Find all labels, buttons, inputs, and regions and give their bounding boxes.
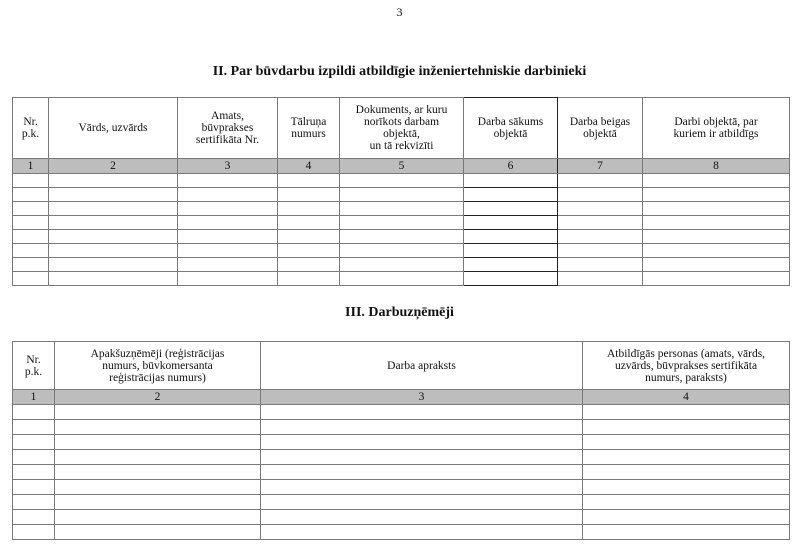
column-number: 3	[261, 390, 583, 405]
column-number: 5	[340, 159, 464, 174]
table-cell[interactable]	[49, 216, 178, 230]
table-cell[interactable]	[55, 405, 261, 420]
table-cell[interactable]	[278, 272, 340, 286]
table-row	[13, 435, 790, 450]
column-number: 2	[55, 390, 261, 405]
table-cell[interactable]	[49, 272, 178, 286]
table-cell[interactable]	[261, 405, 583, 420]
table-cell[interactable]	[55, 495, 261, 510]
table-row	[13, 510, 790, 525]
column-number: 6	[464, 159, 558, 174]
table-cell[interactable]	[261, 480, 583, 495]
section-title-2: II. Par būvdarbu izpildi atbildīgie inženiertehniskie darbinieki	[212, 64, 587, 79]
header-work-end: Darba beigas objektā	[558, 98, 643, 159]
column-number: 8	[643, 159, 790, 174]
table-cell[interactable]	[558, 244, 643, 258]
table-cell[interactable]	[583, 510, 790, 525]
table-cell[interactable]	[55, 465, 261, 480]
table-cell[interactable]	[261, 420, 583, 435]
table-cell[interactable]	[583, 465, 790, 480]
table-cell[interactable]	[55, 525, 261, 540]
table-cell[interactable]	[261, 510, 583, 525]
header-work-description: Darba apraksts	[261, 342, 583, 390]
header-responsible-persons: Atbildīgās personas (amats, vārds, uzvārds, būvprakses sertifikāta numurs, paraksts)	[583, 342, 790, 390]
table-row	[13, 495, 790, 510]
table-cell[interactable]	[558, 202, 643, 216]
table-cell[interactable]	[278, 174, 340, 188]
table-cell[interactable]	[558, 230, 643, 244]
table-cell[interactable]	[583, 450, 790, 465]
table-cell[interactable]	[261, 450, 583, 465]
table-cell[interactable]	[178, 244, 278, 258]
header-name: Vārds, uzvārds	[49, 98, 178, 159]
header-document: Dokuments, ar kuru norīkots darbam objektā, un tā rekvizīti	[340, 98, 464, 159]
table-cell[interactable]	[583, 480, 790, 495]
table-cell[interactable]	[13, 465, 55, 480]
table-row	[13, 480, 790, 495]
table-cell[interactable]	[55, 510, 261, 525]
column-number: 3	[178, 159, 278, 174]
column-number-row	[13, 159, 790, 174]
table-cell[interactable]	[55, 420, 261, 435]
column-number: 4	[278, 159, 340, 174]
table-cell[interactable]	[558, 272, 643, 286]
table-cell[interactable]	[13, 174, 49, 188]
table-cell[interactable]	[49, 230, 178, 244]
table-row	[13, 405, 790, 420]
table-cell[interactable]	[464, 174, 558, 188]
table-row	[13, 216, 790, 230]
header-nr: Nr. p.k.	[13, 342, 55, 390]
table-cell[interactable]	[13, 495, 55, 510]
table-cell[interactable]	[340, 188, 464, 202]
table-cell[interactable]	[340, 216, 464, 230]
header-nr: Nr. p.k.	[13, 98, 49, 159]
table-row	[13, 420, 790, 435]
table-row	[13, 272, 790, 286]
header-work-start: Darba sākums objektā	[464, 98, 558, 159]
table-cell[interactable]	[13, 450, 55, 465]
table-cell[interactable]	[13, 480, 55, 495]
table-cell[interactable]	[13, 420, 55, 435]
table-cell[interactable]	[643, 230, 790, 244]
table-row	[13, 465, 790, 480]
table-cell[interactable]	[261, 525, 583, 540]
table-cell[interactable]	[13, 188, 49, 202]
table-cell[interactable]	[583, 525, 790, 540]
table-cell[interactable]	[178, 202, 278, 216]
header-phone: Tālruņa numurs	[278, 98, 340, 159]
table-cell[interactable]	[13, 258, 49, 272]
column-number: 2	[49, 159, 178, 174]
table-cell[interactable]	[49, 188, 178, 202]
table-cell[interactable]	[278, 258, 340, 272]
table-cell[interactable]	[178, 230, 278, 244]
table-cell[interactable]	[55, 450, 261, 465]
table-cell[interactable]	[13, 202, 49, 216]
table-cell[interactable]	[340, 202, 464, 216]
column-number: 1	[13, 159, 49, 174]
table-cell[interactable]	[558, 216, 643, 230]
table-row	[13, 202, 790, 216]
table-row	[13, 450, 790, 465]
table-cell[interactable]	[13, 244, 49, 258]
table-cell[interactable]	[464, 202, 558, 216]
table-cell[interactable]	[49, 174, 178, 188]
table-cell[interactable]	[278, 244, 340, 258]
table-cell[interactable]	[464, 230, 558, 244]
table-cell[interactable]	[178, 272, 278, 286]
table-cell[interactable]	[278, 230, 340, 244]
table-cell[interactable]	[583, 435, 790, 450]
column-number-row	[13, 390, 790, 405]
table-cell[interactable]	[340, 258, 464, 272]
section-title-3: III. Darbuzņēmēji	[345, 305, 454, 320]
table-row	[13, 258, 790, 272]
table-cell[interactable]	[261, 495, 583, 510]
table-cell[interactable]	[55, 435, 261, 450]
table-cell[interactable]	[13, 510, 55, 525]
table-cell[interactable]	[464, 272, 558, 286]
table-cell[interactable]	[583, 405, 790, 420]
table-cell[interactable]	[340, 174, 464, 188]
table-cell[interactable]	[178, 188, 278, 202]
table-cell[interactable]	[464, 258, 558, 272]
contractors-table	[12, 341, 790, 540]
table-cell[interactable]	[583, 495, 790, 510]
column-number: 1	[13, 390, 55, 405]
table-cell[interactable]	[643, 188, 790, 202]
table-row	[13, 525, 790, 540]
table-cell[interactable]	[49, 244, 178, 258]
table-cell[interactable]	[13, 272, 49, 286]
table-row	[13, 244, 790, 258]
table-cell[interactable]	[643, 272, 790, 286]
table-cell[interactable]	[178, 174, 278, 188]
responsible-engineers-table	[12, 97, 790, 286]
table-cell[interactable]	[261, 435, 583, 450]
table-cell[interactable]	[278, 188, 340, 202]
table-cell[interactable]	[340, 272, 464, 286]
table-cell[interactable]	[643, 174, 790, 188]
table-cell[interactable]	[643, 244, 790, 258]
column-number: 7	[558, 159, 643, 174]
table-cell[interactable]	[643, 216, 790, 230]
table-row	[13, 188, 790, 202]
table-cell[interactable]	[55, 480, 261, 495]
table-cell[interactable]	[464, 188, 558, 202]
table-cell[interactable]	[13, 230, 49, 244]
table-cell[interactable]	[278, 216, 340, 230]
page-number: 3	[396, 5, 403, 19]
table-cell[interactable]	[178, 258, 278, 272]
header-subcontractors: Apakšuzņēmēji (reģistrācijas numurs, būvkomersanta reģistrācijas numurs)	[55, 342, 261, 390]
table-cell[interactable]	[558, 174, 643, 188]
table-cell[interactable]	[13, 405, 55, 420]
table-row	[13, 230, 790, 244]
table-cell[interactable]	[13, 525, 55, 540]
table-cell[interactable]	[49, 258, 178, 272]
column-number: 4	[583, 390, 790, 405]
table-row	[13, 174, 790, 188]
table-cell[interactable]	[178, 216, 278, 230]
table-cell[interactable]	[13, 435, 55, 450]
table-cell[interactable]	[464, 216, 558, 230]
table-cell[interactable]	[583, 420, 790, 435]
table-header-row	[13, 98, 790, 159]
table-cell[interactable]	[558, 258, 643, 272]
table-cell[interactable]	[464, 244, 558, 258]
table-cell[interactable]	[340, 244, 464, 258]
header-responsible-works: Darbi objektā, par kuriem ir atbildīgs	[643, 98, 790, 159]
table-cell[interactable]	[558, 188, 643, 202]
table-cell[interactable]	[261, 465, 583, 480]
table-header-row	[13, 342, 790, 390]
table-cell[interactable]	[340, 230, 464, 244]
table-cell[interactable]	[49, 202, 178, 216]
table-cell[interactable]	[643, 258, 790, 272]
header-position: Amats, būvprakses sertifikāta Nr.	[178, 98, 278, 159]
table-cell[interactable]	[278, 202, 340, 216]
table-cell[interactable]	[643, 202, 790, 216]
table-cell[interactable]	[13, 216, 49, 230]
